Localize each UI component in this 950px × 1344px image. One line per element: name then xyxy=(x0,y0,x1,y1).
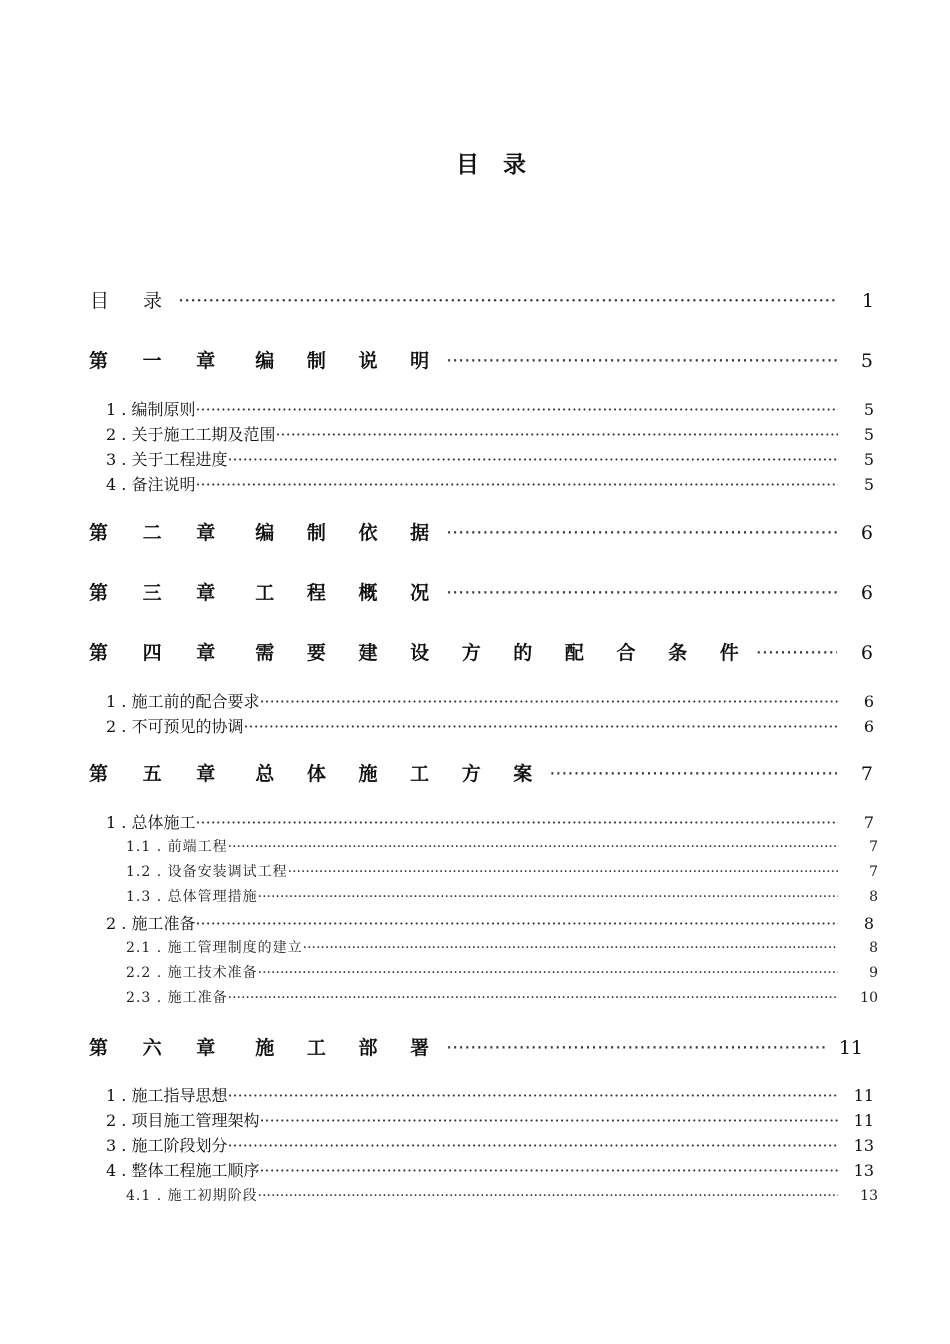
leader-dots xyxy=(258,965,838,981)
toc-entry-label: 1 . 施工前的配合要求 xyxy=(106,692,260,711)
toc-entry[interactable] xyxy=(106,472,874,495)
toc-entry[interactable] xyxy=(106,397,874,420)
toc-page-number: 5 xyxy=(860,350,873,372)
leader-dots xyxy=(227,1136,838,1155)
toc-page-number: 8 xyxy=(863,914,874,933)
toc-entry-label: 2 . 不可预见的协调 xyxy=(106,717,244,736)
leader-dots xyxy=(258,889,838,905)
chapter-number: 第 一 章 xyxy=(89,350,230,372)
toc-chapter-2[interactable] xyxy=(89,518,873,545)
toc-page-number: 13 xyxy=(860,1188,878,1204)
leader-dots xyxy=(446,1037,827,1059)
leader-dots xyxy=(446,582,837,604)
chapter-number: 第 四 章 xyxy=(89,642,230,664)
toc-entry-label: 4 . 整体工程施工顺序 xyxy=(106,1161,260,1180)
toc-entry-label: 2.3 . 施工准备 xyxy=(126,990,228,1006)
toc-page-number: 13 xyxy=(853,1136,874,1155)
leader-dots xyxy=(228,990,838,1006)
toc-subentry[interactable] xyxy=(126,836,878,856)
leader-dots xyxy=(446,522,837,544)
chapter-title: 施 工 部 署 xyxy=(255,1037,443,1059)
toc-entry[interactable] xyxy=(106,810,874,833)
chapter-title: 编 制 说 明 xyxy=(255,350,443,372)
chapter-title: 需 要 建 设 方 的 配 合 条 件 xyxy=(255,642,752,664)
toc-entry-label: 2 . 施工准备 xyxy=(106,914,196,933)
toc-page-number: 11 xyxy=(838,1037,863,1059)
leader-dots xyxy=(195,400,838,419)
toc-page-number: 1 xyxy=(861,290,874,312)
toc-entry[interactable] xyxy=(106,1158,874,1181)
chapter-title: 编 制 依 据 xyxy=(255,522,443,544)
toc-page-number: 6 xyxy=(863,717,874,736)
toc-page-number: 7 xyxy=(869,864,878,880)
toc-subentry[interactable] xyxy=(126,962,878,982)
toc-page-number: 7 xyxy=(860,763,873,785)
toc-page-number: 11 xyxy=(853,1111,874,1130)
toc-subentry[interactable] xyxy=(126,987,878,1007)
toc-page-number: 7 xyxy=(869,839,878,855)
toc-subentry[interactable] xyxy=(126,937,878,957)
leader-dots xyxy=(756,642,837,664)
document-title: 目 录 xyxy=(455,152,534,178)
leader-dots xyxy=(258,1188,838,1204)
toc-page-number: 8 xyxy=(869,889,878,905)
toc-entry-label: 1 . 编制原则 xyxy=(106,400,196,419)
toc-entry-label: 2.2 . 施工技术准备 xyxy=(126,965,258,981)
toc-chapter-1[interactable] xyxy=(89,346,873,373)
toc-entry[interactable] xyxy=(106,1083,874,1106)
toc-page-number: 6 xyxy=(863,692,874,711)
toc-subentry[interactable] xyxy=(126,861,878,881)
leader-dots xyxy=(228,839,838,855)
toc-entry[interactable] xyxy=(106,689,874,712)
toc-entry[interactable] xyxy=(106,422,874,445)
leader-dots xyxy=(195,914,838,933)
toc-page-number: 10 xyxy=(860,990,878,1006)
chapter-number: 第 六 章 xyxy=(89,1037,230,1059)
toc-entry-label: 1 . 施工指导思想 xyxy=(106,1086,228,1105)
chapter-number: 第 三 章 xyxy=(89,582,230,604)
leader-dots xyxy=(227,450,838,469)
toc-chapter-4[interactable] xyxy=(89,638,873,665)
toc-entry-label: 1.1 . 前端工程 xyxy=(126,839,228,855)
toc-entry-label: 3 . 施工阶段划分 xyxy=(106,1136,228,1155)
leader-dots xyxy=(549,763,837,785)
leader-dots xyxy=(446,350,837,372)
leader-dots xyxy=(259,1161,838,1180)
toc-entry[interactable] xyxy=(106,911,874,934)
leader-dots xyxy=(195,475,838,494)
toc-entry[interactable] xyxy=(106,1133,874,1156)
toc-page-number: 11 xyxy=(853,1086,874,1105)
toc-page-number: 8 xyxy=(869,940,878,956)
toc-page-number: 6 xyxy=(860,582,873,604)
toc-chapter-3[interactable] xyxy=(89,578,873,605)
chapter-title: 总 体 施 工 方 案 xyxy=(255,763,546,785)
toc-entry-label: 4 . 备注说明 xyxy=(106,475,196,494)
toc-entry-label: 2 . 关于施工工期及范围 xyxy=(106,425,276,444)
leader-dots xyxy=(227,1086,838,1105)
leader-dots xyxy=(195,813,838,832)
toc-page-number: 5 xyxy=(863,425,874,444)
toc-entry[interactable] xyxy=(106,714,874,737)
toc-page-number: 5 xyxy=(863,400,874,419)
toc-chapter-5[interactable] xyxy=(89,759,873,786)
leader-dots xyxy=(303,940,838,956)
leader-dots xyxy=(259,1111,838,1130)
toc-entry-contents[interactable] xyxy=(90,286,874,313)
toc-entry-label: 2.1 . 施工管理制度的建立 xyxy=(126,940,303,956)
toc-page-number: 5 xyxy=(863,450,874,469)
toc-page-number: 7 xyxy=(863,813,874,832)
toc-entry-label: 目 录 xyxy=(90,290,177,312)
chapter-title: 工 程 概 况 xyxy=(255,582,443,604)
chapter-number: 第 二 章 xyxy=(89,522,230,544)
toc-entry-label: 1.2 . 设备安装调试工程 xyxy=(126,864,288,880)
leader-dots xyxy=(178,290,838,312)
toc-entry[interactable] xyxy=(106,447,874,470)
toc-entry-label: 2 . 项目施工管理架构 xyxy=(106,1111,260,1130)
toc-page-number: 6 xyxy=(860,522,873,544)
toc-entry-label: 4.1 . 施工初期阶段 xyxy=(126,1188,258,1204)
chapter-number: 第 五 章 xyxy=(89,763,230,785)
toc-page-number: 13 xyxy=(853,1161,874,1180)
toc-entry[interactable] xyxy=(106,1108,874,1131)
toc-page-number: 6 xyxy=(860,642,873,664)
toc-page-number: 5 xyxy=(863,475,874,494)
toc-entry-label: 3 . 关于工程进度 xyxy=(106,450,228,469)
toc-entry-label: 1 . 总体施工 xyxy=(106,813,196,832)
leader-dots xyxy=(243,717,838,736)
toc-entry-label: 1.3 . 总体管理措施 xyxy=(126,889,258,905)
toc-chapter-6[interactable] xyxy=(89,1033,863,1060)
toc-page-number: 9 xyxy=(869,965,878,981)
toc-subentry[interactable] xyxy=(126,1185,878,1205)
toc-subentry[interactable] xyxy=(126,886,878,906)
leader-dots xyxy=(275,425,838,444)
leader-dots xyxy=(259,692,838,711)
leader-dots xyxy=(288,864,838,880)
